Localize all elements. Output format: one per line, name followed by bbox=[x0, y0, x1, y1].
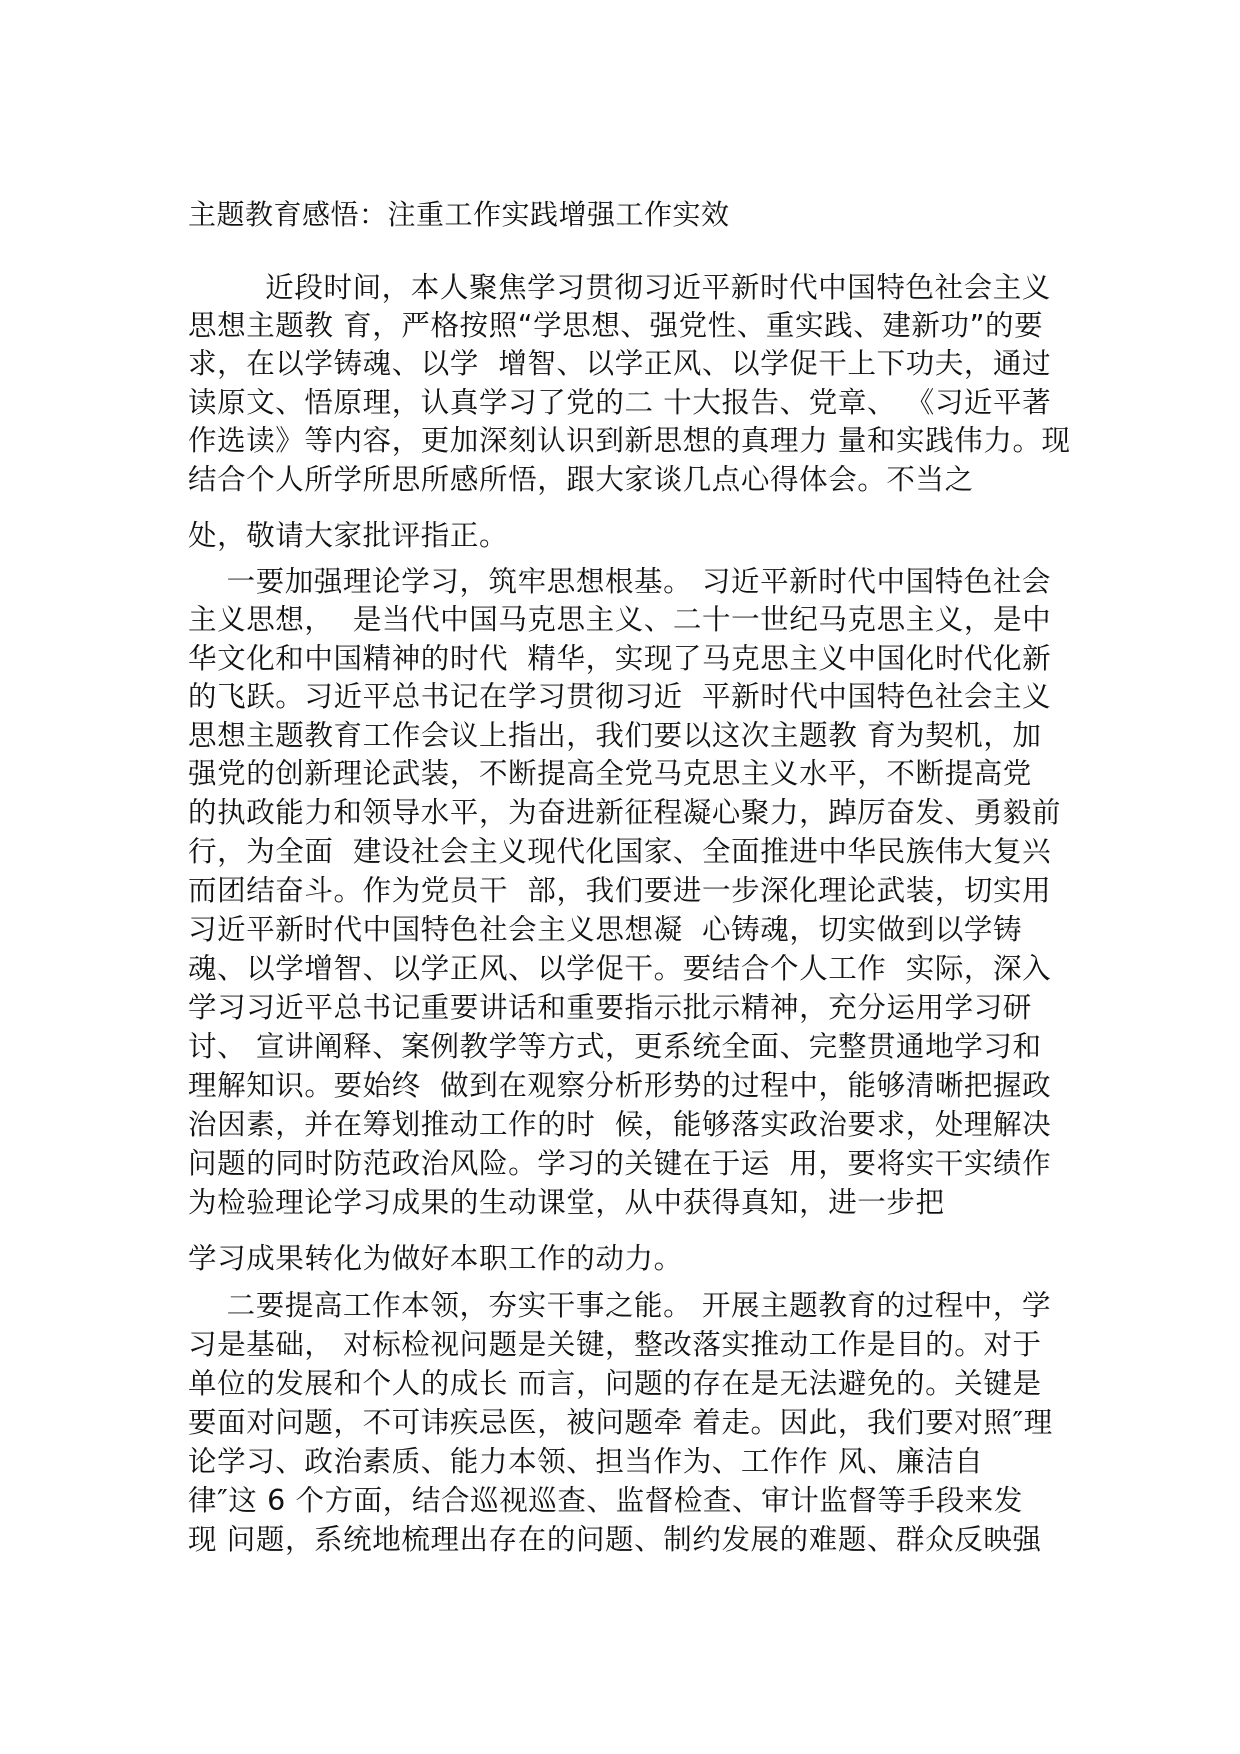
paragraph-line: 华文化和中国精神的时代 精华，实现了马克思主义中国化时代化新 bbox=[188, 642, 1052, 675]
paragraph-line: 而团结奋斗。作为党员干 部，我们要进一步深化理论武装，切实用 bbox=[188, 874, 1052, 907]
paragraph-line: 求，在以学铸魂、以学 增智、以学正风、以学促干上下功夫，通过 bbox=[188, 347, 1052, 380]
paragraph-line: 治因素，并在筹划推动工作的时 候，能够落实政治要求，处理解决 bbox=[188, 1108, 1052, 1141]
paragraph-line: 处，敬请大家批评指正。 bbox=[188, 519, 509, 552]
paragraph-line: 近段时间，本人聚焦学习贯彻习近平新时代中国特色社会主义 bbox=[188, 271, 1051, 304]
paragraph-line: 一要加强理论学习，筑牢思想根基。 习近平新时代中国特色社会 bbox=[188, 565, 1052, 598]
paragraph-line: 学习成果转化为做好本职工作的动力。 bbox=[188, 1242, 683, 1275]
paragraph-line: 的执政能力和领导水平，为奋进新征程凝心聚力，踔厉奋发、勇毅前 bbox=[188, 796, 1062, 829]
paragraph-line: 作选读》等内容，更加深刻认识到新思想的真理力 量和实践伟力。现 bbox=[188, 424, 1071, 457]
paragraph-line: 行，为全面 建设社会主义现代化国家、全面推进中华民族伟大复兴 bbox=[188, 835, 1052, 868]
paragraph-line: 要面对问题，不可讳疾忌医，被问题牵 着走。因此，我们要对照″理 bbox=[188, 1406, 1053, 1439]
paragraph-line: 论学习、政治素质、能力本领、担当作为、工作作 风、廉洁自 bbox=[188, 1445, 984, 1478]
paragraph-line: 二要提高工作本领，夯实干事之能。 开展主题教育的过程中，学 bbox=[188, 1289, 1052, 1322]
paragraph-line: 现 问题，系统地梳理出存在的问题、制约发展的难题、群众反映强 bbox=[188, 1523, 1042, 1556]
paragraph-line: 学习习近平总书记重要讲话和重要指示批示精神，充分运用学习研 bbox=[188, 991, 1032, 1024]
paragraph-line: 单位的发展和个人的成长 而言，问题的存在是无法避免的。关键是 bbox=[188, 1367, 1042, 1400]
paragraph-line: 律″这 6 个方面，结合巡视巡查、监督检查、审计监督等手段来发 bbox=[188, 1484, 1023, 1517]
document-title: 主题教育感悟：注重工作实践增强工作实效 bbox=[188, 198, 730, 231]
paragraph-line: 讨、 宣讲阐释、案例教学等方式，更系统全面、完整贯通地学习和 bbox=[188, 1030, 1042, 1063]
paragraph-line: 问题的同时防范政治风险。学习的关键在于运 用，要将实干实绩作 bbox=[188, 1147, 1052, 1180]
paragraph-line: 思想主题教育工作会议上指出，我们要以这次主题教 育为契机，加 bbox=[188, 719, 1042, 752]
paragraph-line: 强党的创新理论武装，不断提高全党马克思主义水平，不断提高党 bbox=[188, 757, 1032, 790]
paragraph-line: 结合个人所学所思所感所悟，跟大家谈几点心得体会。不当之 bbox=[188, 463, 974, 496]
paragraph-line: 思想主题教 育，严格按照“学思想、强党性、重实践、建新功”的要 bbox=[188, 309, 1044, 342]
paragraph-line: 习近平新时代中国特色社会主义思想凝 心铸魂，切实做到以学铸 bbox=[188, 913, 1023, 946]
paragraph-line: 魂、以学增智、以学正风、以学促干。要结合个人工作 实际，深入 bbox=[188, 952, 1052, 985]
paragraph-line: 为检验理论学习成果的生动课堂，从中获得真知，进一步把 bbox=[188, 1186, 945, 1219]
paragraph-line: 读原文、悟原理，认真学习了党的二 十大报告、党章、 《习近平著 bbox=[188, 386, 1052, 419]
paragraph-line: 理解知识。要始终 做到在观察分析形势的过程中，能够清晰把握政 bbox=[188, 1069, 1052, 1102]
paragraph-line: 习是基础， 对标检视问题是关键，整改落实推动工作是目的。对于 bbox=[188, 1328, 1042, 1361]
paragraph-line: 的飞跃。习近平总书记在学习贯彻习近 平新时代中国特色社会主义 bbox=[188, 680, 1052, 713]
paragraph-line: 主义思想， 是当代中国马克思主义、二十一世纪马克思主义，是中 bbox=[188, 603, 1052, 636]
